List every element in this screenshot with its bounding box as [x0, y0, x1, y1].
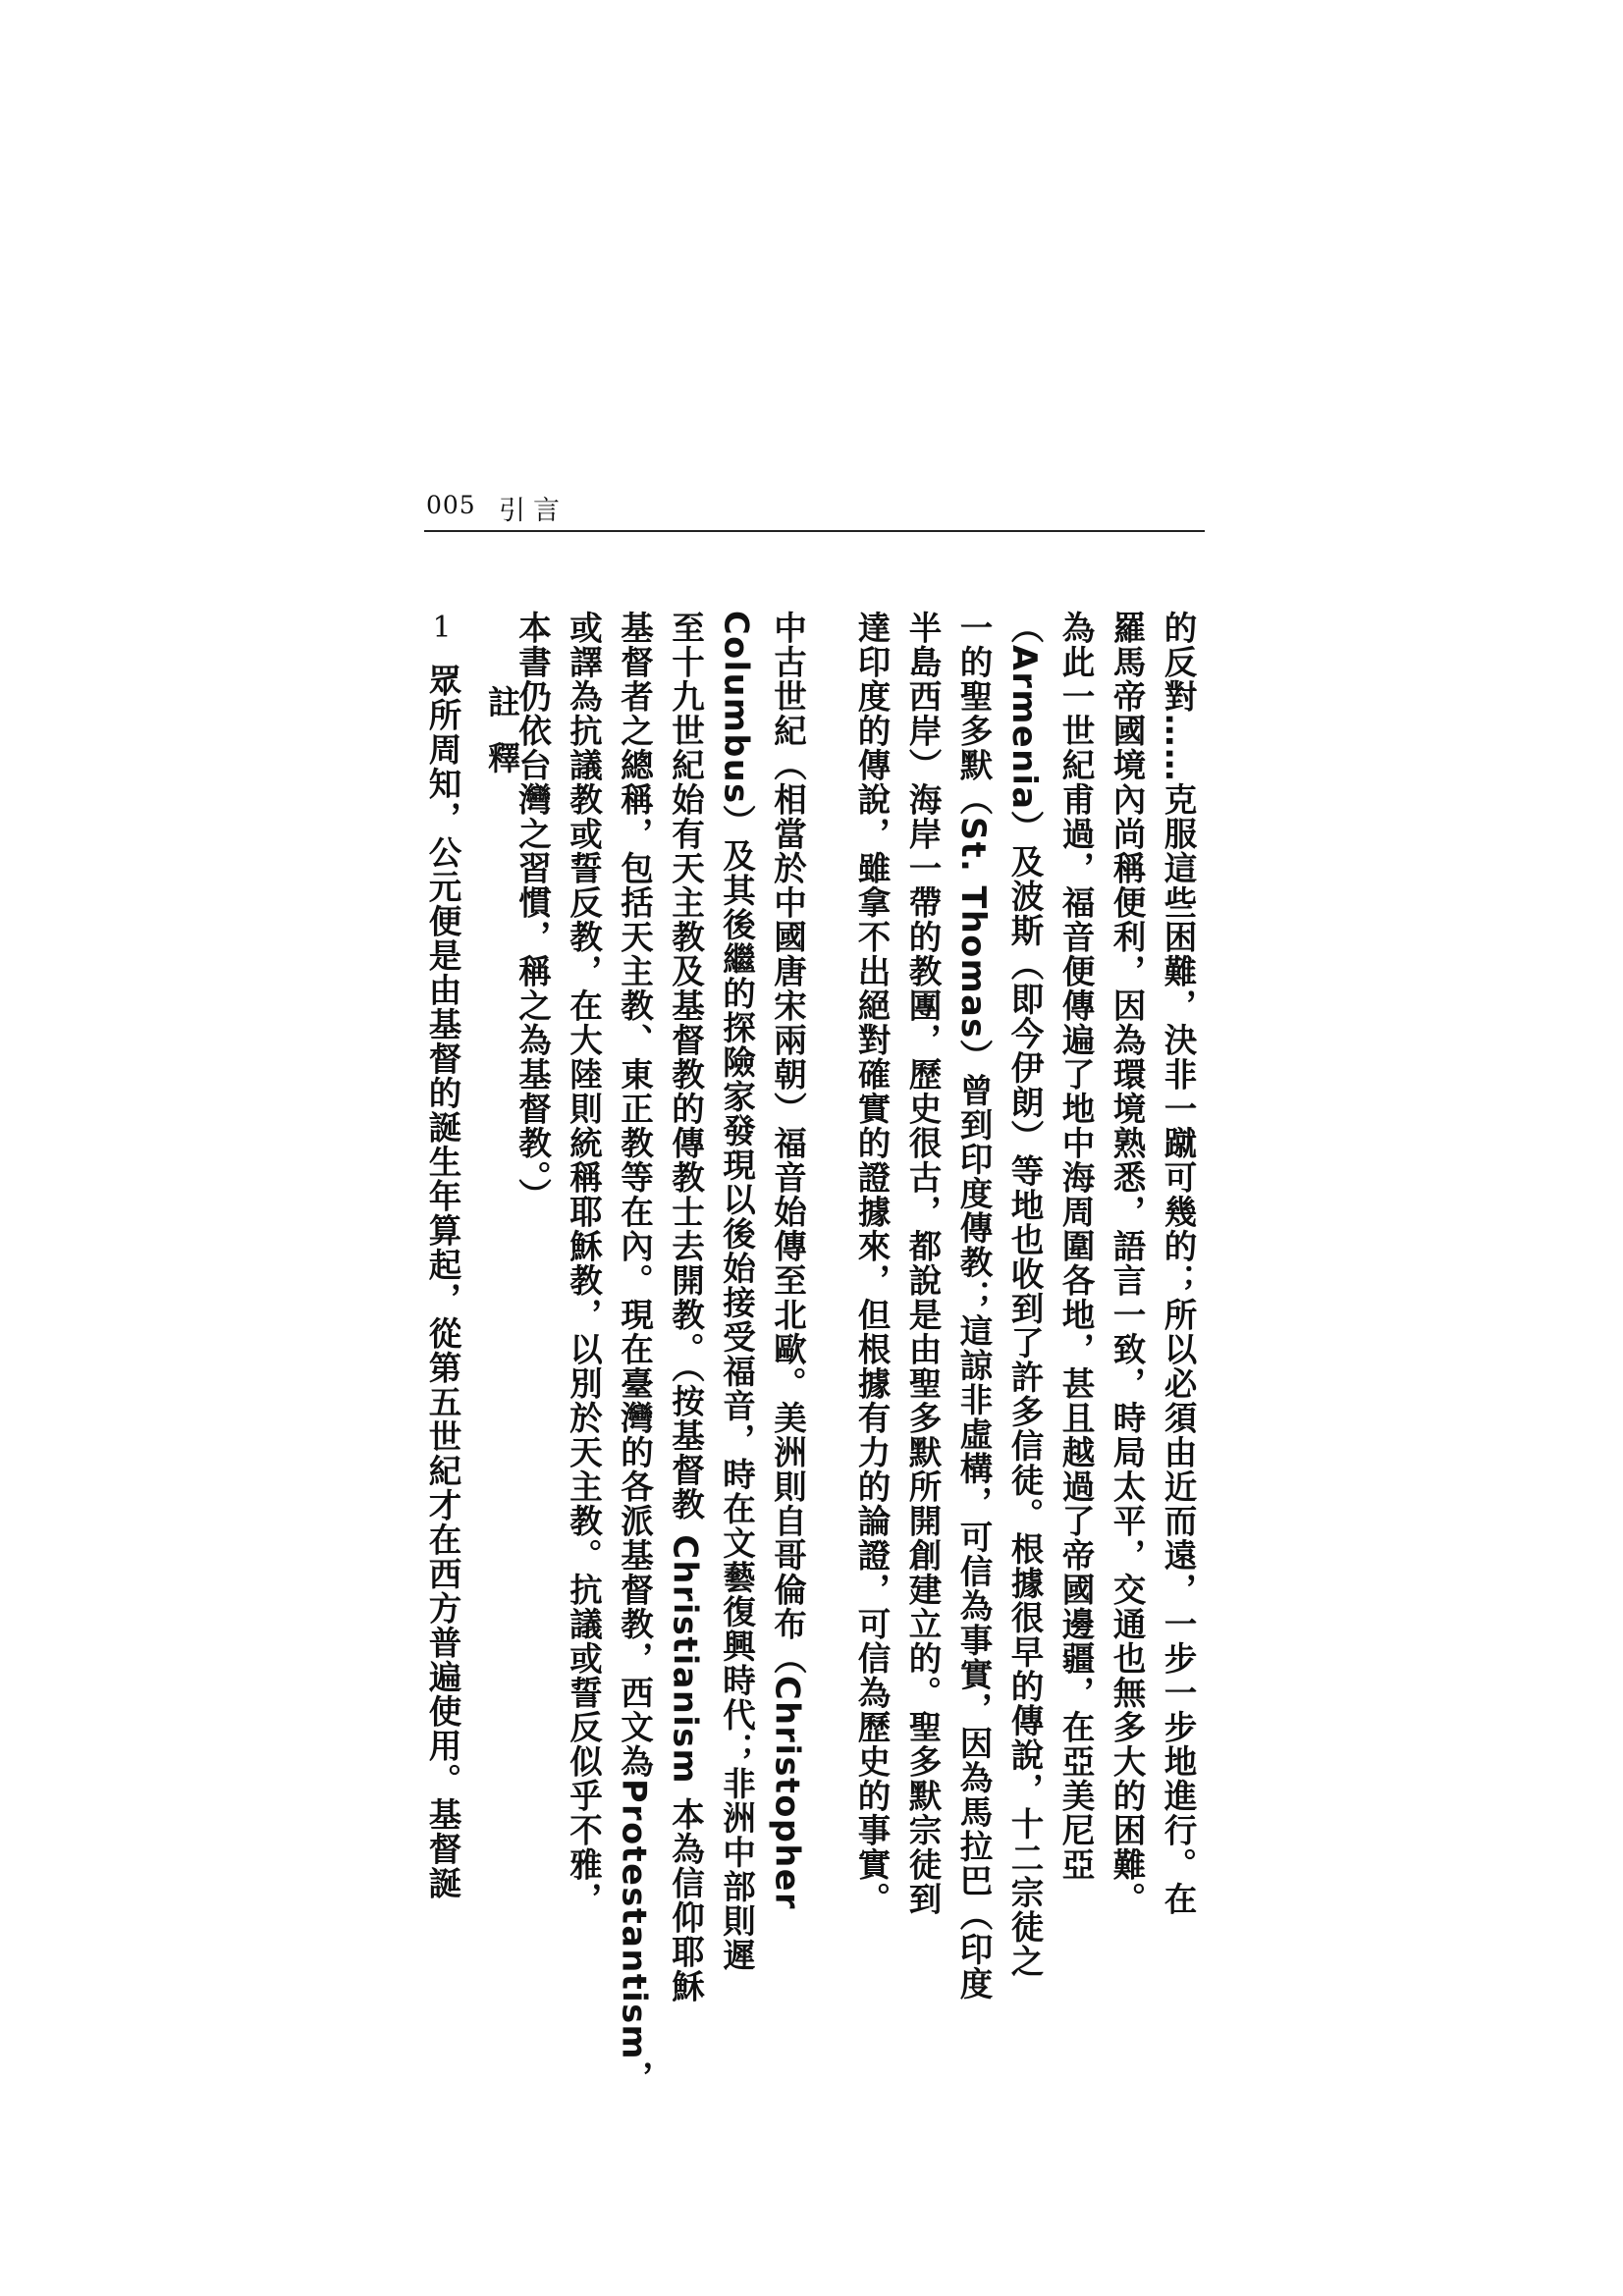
page-number: 005 — [426, 491, 476, 519]
text-column: Columbus）及其後繼的探險家發現以後始接受福音，時在文藝復興時代；非洲中部則遲 — [717, 611, 756, 1973]
page-header — [424, 491, 1205, 532]
text-column: 本書仍依台灣之習慣，稱之為基督教。） — [513, 611, 552, 1213]
text-column: 的反對……克服這些困難，決非一蹴可幾的；所以必須由近而遠，一步一步地進行。在 — [1159, 611, 1197, 1916]
footnote-number: 1 — [432, 611, 452, 645]
text-column: 為此一世紀甫過，福音便傳遍了地中海周圍各地，甚且越過了帝國邊疆，在亞美尼亞 — [1056, 611, 1095, 1882]
footnote-text: 眾所周知，公元便是由基督的誕生年算起，從第五世紀才在西方普遍使用。基督誕 — [423, 664, 461, 1900]
text-column: 或譯為抗議教或誓反教，在大陸則統稱耶穌教，以別於天主教。抗議或誓反似乎不雅， — [564, 611, 603, 1916]
text-column: 至十九世紀始有天主教及基督教的傳教士去開教。（按基督教 Christianism 本為信仰耶穌 — [666, 611, 705, 2004]
notes-heading: 註釋 — [483, 685, 521, 797]
text-column: 一的聖多默（St. Thomas）曾到印度傳教；這諒非虛構，可信為事實，因為馬拉巴（印度 — [954, 611, 993, 2002]
text-column: 達印度的傳說，雖拿不出絕對確實的證據來，但根據有力的論證，可信為歷史的事實。 — [852, 611, 891, 1916]
text-column: 基督者之總稱，包括天主教、東正教等在內。現在臺灣的各派基督教，西文為Protestantism， — [615, 611, 654, 2096]
text-column: 羅馬帝國境內尚稱便利，因為環境熟悉，語言一致，時局太平，交通也無多大的困難。 — [1108, 611, 1146, 1916]
text-column: 中古世紀（相當於中國唐宋兩朝）福音始傳至北歐。美洲則自哥倫布（Christopher — [768, 611, 807, 1910]
main-text — [507, 611, 1204, 2096]
chapter-title: 引言 — [499, 496, 568, 526]
text-column: （Armenia）及波斯（即今伊朗）等地也收到了許多信徒。根據很早的傳說，十二宗徒之 — [1005, 611, 1044, 1979]
text-column: 半島西岸）海岸一帶的教團，歷史很古，都說是由聖多默所開創建立的。聖多默宗徒到 — [903, 611, 942, 1916]
